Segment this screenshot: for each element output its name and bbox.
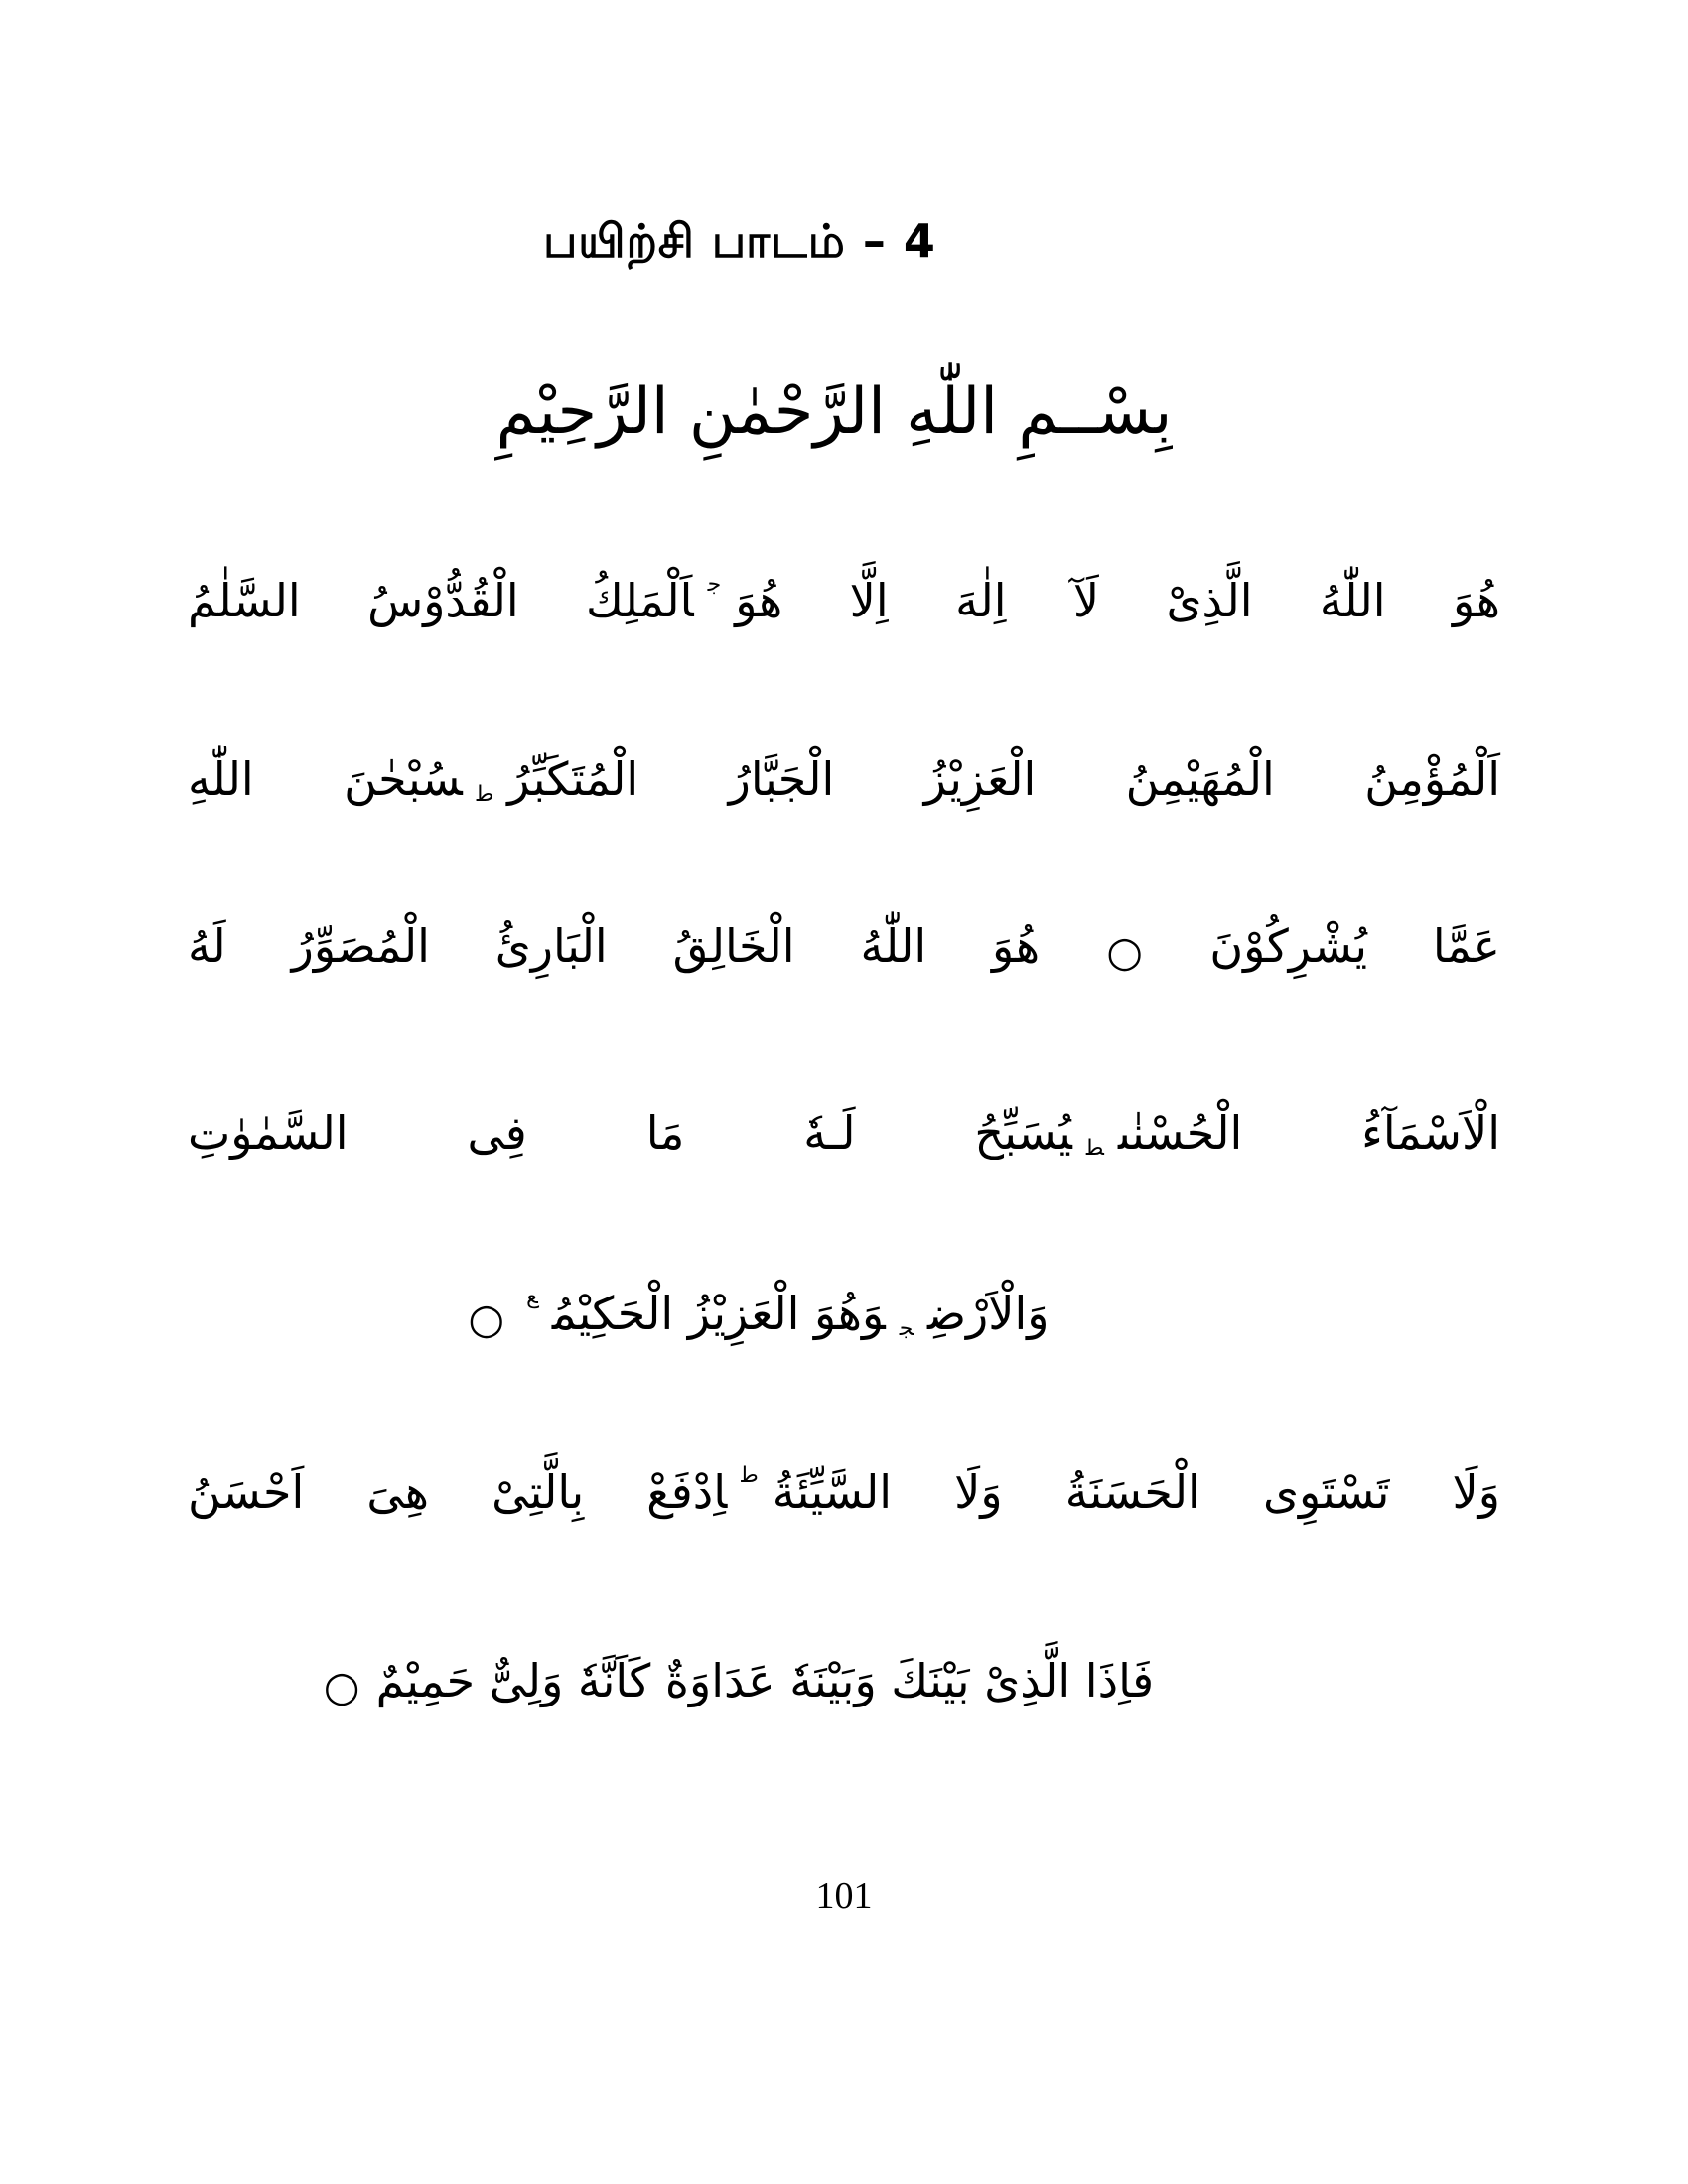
verse-line [184,705,1504,854]
arabic-verse-text: وَلَا تَسْتَوِى الْحَسَنَةُ وَلَا السَّيِّئَةُ [772,1465,1501,1519]
arabic-verse-text: عَمَّا يُشْرِكُوْنَ [1209,919,1500,973]
arabic-verse-text: وَهُوَ الْعَزِيْزُ الْحَكِيْمُ [551,1287,886,1340]
waqf-mark-raised: ط [741,1463,759,1488]
verse-line [184,526,1504,675]
ayah-end-circle: ○ [468,1295,505,1343]
verse-line [184,1606,1504,1755]
arabic-verse-text: اَلْمَلِكُ الْقُدُّوْسُ السَّلٰمُ [188,574,694,627]
arabic-verse-text: هُوَ اللّٰهُ الَّذِىْ لَآ اِلٰهَ اِلَّا هُوَ [735,574,1500,627]
bismillah-text: بِسْــمِ اللّٰهِ الرَّحْمٰنِ الرَّحِيْمِ [495,375,1173,449]
waqf-mark-raised: ع [526,1285,538,1309]
page-number: 101 [815,1875,873,1917]
waqf-mark: ط [1085,1136,1104,1160]
arabic-verse-text: وَالْاَرْضِ [927,1287,1050,1340]
waqf-mark: ج [899,1316,914,1341]
ayah-end-circle: ○ [323,1662,360,1710]
waqf-mark-raised: ج [707,572,722,597]
ayah-end-circle: ○ [1055,927,1195,976]
arabic-verse-text: اَلْمُؤْمِنُ الْمُهَيْمِنُ الْعَزِيْزُ الْجَبَّارُ الْمُتَكَبِّرُ [507,752,1501,806]
lesson-title: பயிற்சி பாடம் – 4 [543,214,936,268]
verse-line [184,1058,1504,1207]
verse-line [184,1239,1504,1388]
arabic-verse-text: يُسَبِّحُ لَـهٗ مَا فِى السَّمٰوٰتِ [188,1106,1072,1160]
arabic-verse-text: الْاَسْمَآءُ الْحُسْنٰى [1117,1106,1500,1160]
waqf-mark: ط [476,782,494,807]
arabic-verse-text: فَاِذَا الَّذِىْ بَيْنَكَ وَبَيْنَهٗ عَدَاوَةٌ كَاَنَّهٗ وَلِىٌّ حَمِيْمٌ [375,1654,1155,1707]
verse-lines [184,0,1504,2184]
verse-line [184,872,1504,1021]
arabic-verse-text: هُوَ اللّٰهُ الْخَالِقُ الْبَارِئُ الْمُصَوِّرُ لَهُ [188,919,1041,973]
arabic-verse-text: سُبْحٰنَ اللّٰهِ [188,752,463,806]
arabic-verse-text: اِدْفَعْ بِالَّتِىْ هِىَ اَحْسَنُ [188,1465,728,1519]
verse-line [184,1418,1504,1567]
